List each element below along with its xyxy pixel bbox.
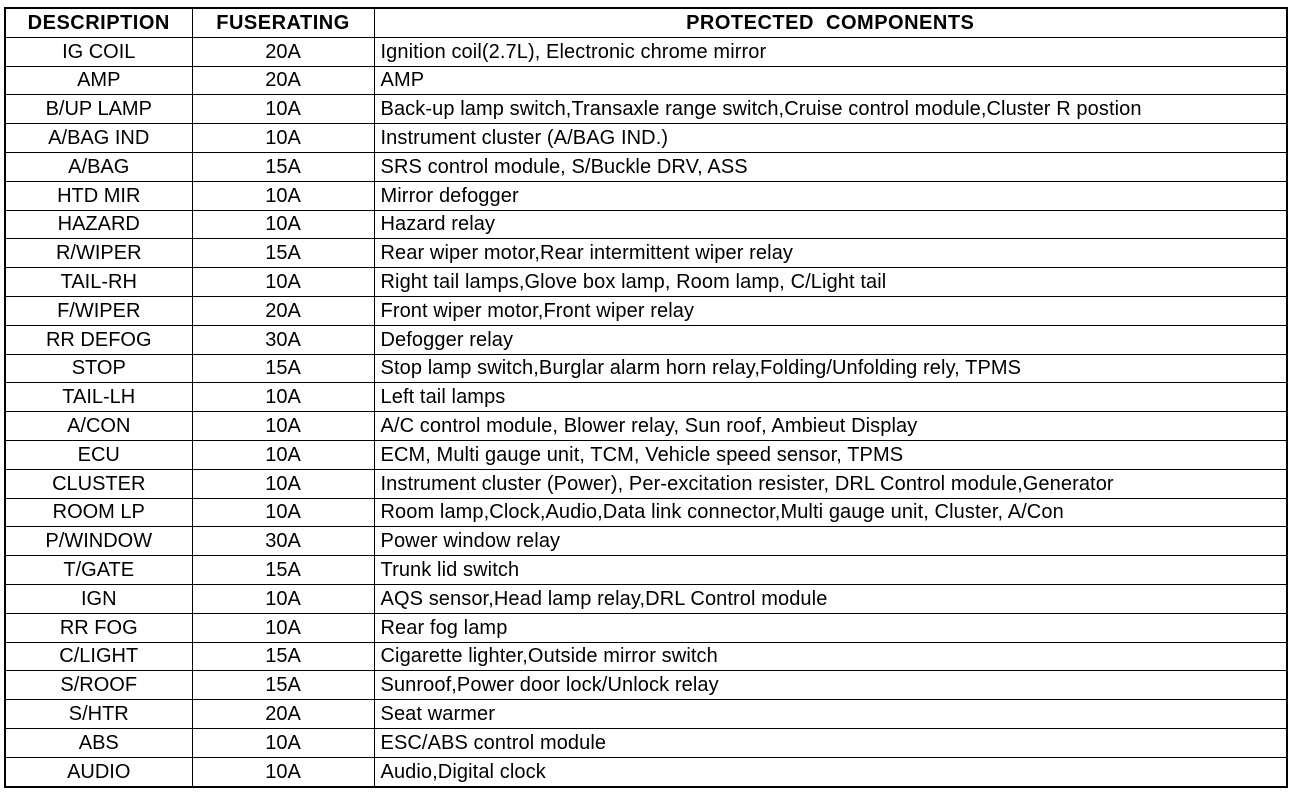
- protected-components-cell: Mirror defogger: [374, 181, 1287, 210]
- table-row: [5, 210, 1287, 239]
- fuse-rating-cell: 15A: [192, 239, 374, 268]
- fuse-description-cell: HAZARD: [5, 210, 192, 239]
- table-row: [5, 95, 1287, 124]
- fuse-rating-cell: 15A: [192, 152, 374, 181]
- fuse-description-cell: T/GATE: [5, 556, 192, 585]
- table-row: [5, 584, 1287, 613]
- protected-components-cell: ECM, Multi gauge unit, TCM, Vehicle speed sensor, TPMS: [374, 440, 1287, 469]
- fuse-description-cell: HTD MIR: [5, 181, 192, 210]
- protected-components-cell: Rear fog lamp: [374, 613, 1287, 642]
- protected-components-cell: Room lamp,Clock,Audio,Data link connector,Multi gauge unit, Cluster, A/Con: [374, 498, 1287, 527]
- header-description: DESCRIPTION: [5, 8, 192, 37]
- header-row: [5, 8, 1287, 37]
- fuse-rating-cell: 10A: [192, 613, 374, 642]
- fuse-rating-cell: 15A: [192, 354, 374, 383]
- fuse-rating-cell: 15A: [192, 642, 374, 671]
- fuse-description-cell: P/WINDOW: [5, 527, 192, 556]
- fuse-description-cell: ABS: [5, 728, 192, 757]
- fuse-rating-cell: 10A: [192, 757, 374, 786]
- fuse-description-cell: R/WIPER: [5, 239, 192, 268]
- protected-components-cell: Hazard relay: [374, 210, 1287, 239]
- protected-components-cell: Back-up lamp switch,Transaxle range switch,Cruise control module,Cluster R postion: [374, 95, 1287, 124]
- fuse-description-cell: ROOM LP: [5, 498, 192, 527]
- table-row: [5, 556, 1287, 585]
- protected-components-cell: Instrument cluster (A/BAG IND.): [374, 124, 1287, 153]
- fuse-description-cell: A/BAG: [5, 152, 192, 181]
- fuse-rating-cell: 10A: [192, 124, 374, 153]
- protected-components-cell: Stop lamp switch,Burglar alarm horn relay,Folding/Unfolding rely, TPMS: [374, 354, 1287, 383]
- fuse-rating-cell: 10A: [192, 181, 374, 210]
- fuse-description-cell: RR DEFOG: [5, 325, 192, 354]
- table-row: [5, 412, 1287, 441]
- protected-components-cell: Right tail lamps,Glove box lamp, Room lamp, C/Light tail: [374, 268, 1287, 297]
- table-row: [5, 124, 1287, 153]
- fuse-rating-cell: 20A: [192, 296, 374, 325]
- protected-components-cell: Left tail lamps: [374, 383, 1287, 412]
- table-row: [5, 268, 1287, 297]
- fuse-rating-cell: 10A: [192, 412, 374, 441]
- table-row: [5, 383, 1287, 412]
- fuse-description-cell: S/HTR: [5, 700, 192, 729]
- table-header: [5, 8, 1287, 37]
- protected-components-cell: Sunroof,Power door lock/Unlock relay: [374, 671, 1287, 700]
- fuse-rating-cell: 10A: [192, 498, 374, 527]
- protected-components-cell: AQS sensor,Head lamp relay,DRL Control module: [374, 584, 1287, 613]
- fuse-rating-cell: 15A: [192, 671, 374, 700]
- fuse-description-cell: IGN: [5, 584, 192, 613]
- protected-components-cell: Ignition coil(2.7L), Electronic chrome mirror: [374, 37, 1287, 66]
- table-row: [5, 152, 1287, 181]
- table-row: [5, 498, 1287, 527]
- header-protected-components: PROTECTED COMPONENTS: [374, 8, 1287, 37]
- header-fuse-rating: FUSERATING: [192, 8, 374, 37]
- table-row: [5, 700, 1287, 729]
- protected-components-cell: Defogger relay: [374, 325, 1287, 354]
- table-row: [5, 440, 1287, 469]
- protected-components-cell: Rear wiper motor,Rear intermittent wiper relay: [374, 239, 1287, 268]
- fuse-description-cell: F/WIPER: [5, 296, 192, 325]
- fuse-rating-cell: 10A: [192, 210, 374, 239]
- table-row: [5, 527, 1287, 556]
- fuse-rating-cell: 20A: [192, 700, 374, 729]
- table-row: [5, 354, 1287, 383]
- protected-components-cell: Front wiper motor,Front wiper relay: [374, 296, 1287, 325]
- protected-components-cell: SRS control module, S/Buckle DRV, ASS: [374, 152, 1287, 181]
- protected-components-cell: Instrument cluster (Power), Per-excitation resister, DRL Control module,Generator: [374, 469, 1287, 498]
- protected-components-cell: Trunk lid switch: [374, 556, 1287, 585]
- fuse-description-cell: AMP: [5, 66, 192, 95]
- protected-components-cell: Cigarette lighter,Outside mirror switch: [374, 642, 1287, 671]
- fuse-rating-cell: 10A: [192, 383, 374, 412]
- table-row: [5, 469, 1287, 498]
- table-row: [5, 37, 1287, 66]
- table-body: [5, 37, 1287, 786]
- table-row: [5, 757, 1287, 786]
- fuse-rating-cell: 15A: [192, 556, 374, 585]
- fuse-description-cell: S/ROOF: [5, 671, 192, 700]
- fuse-description-cell: A/BAG IND: [5, 124, 192, 153]
- table-row: [5, 239, 1287, 268]
- protected-components-cell: Seat warmer: [374, 700, 1287, 729]
- table-row: [5, 181, 1287, 210]
- protected-components-cell: Audio,Digital clock: [374, 757, 1287, 786]
- fuse-description-cell: TAIL-RH: [5, 268, 192, 297]
- fuse-table: [4, 7, 1288, 788]
- fuse-description-cell: ECU: [5, 440, 192, 469]
- fuse-description-cell: AUDIO: [5, 757, 192, 786]
- fuse-description-cell: TAIL-LH: [5, 383, 192, 412]
- fuse-description-cell: C/LIGHT: [5, 642, 192, 671]
- fuse-rating-cell: 30A: [192, 325, 374, 354]
- table-row: [5, 325, 1287, 354]
- fuse-description-cell: A/CON: [5, 412, 192, 441]
- fuse-description-cell: B/UP LAMP: [5, 95, 192, 124]
- fuse-rating-cell: 10A: [192, 268, 374, 297]
- table-row: [5, 66, 1287, 95]
- table-row: [5, 671, 1287, 700]
- protected-components-cell: Power window relay: [374, 527, 1287, 556]
- table-row: [5, 642, 1287, 671]
- fuse-rating-cell: 10A: [192, 584, 374, 613]
- table-row: [5, 613, 1287, 642]
- fuse-rating-cell: 20A: [192, 37, 374, 66]
- table-row: [5, 296, 1287, 325]
- fuse-description-cell: IG COIL: [5, 37, 192, 66]
- fuse-rating-cell: 10A: [192, 469, 374, 498]
- fuse-description-cell: CLUSTER: [5, 469, 192, 498]
- fuse-rating-cell: 30A: [192, 527, 374, 556]
- fuse-description-cell: RR FOG: [5, 613, 192, 642]
- fuse-rating-cell: 10A: [192, 728, 374, 757]
- protected-components-cell: ESC/ABS control module: [374, 728, 1287, 757]
- protected-components-cell: AMP: [374, 66, 1287, 95]
- fuse-description-cell: STOP: [5, 354, 192, 383]
- protected-components-cell: A/C control module, Blower relay, Sun roof, Ambieut Display: [374, 412, 1287, 441]
- fuse-rating-cell: 10A: [192, 95, 374, 124]
- fuse-rating-cell: 20A: [192, 66, 374, 95]
- fuse-rating-cell: 10A: [192, 440, 374, 469]
- table-row: [5, 728, 1287, 757]
